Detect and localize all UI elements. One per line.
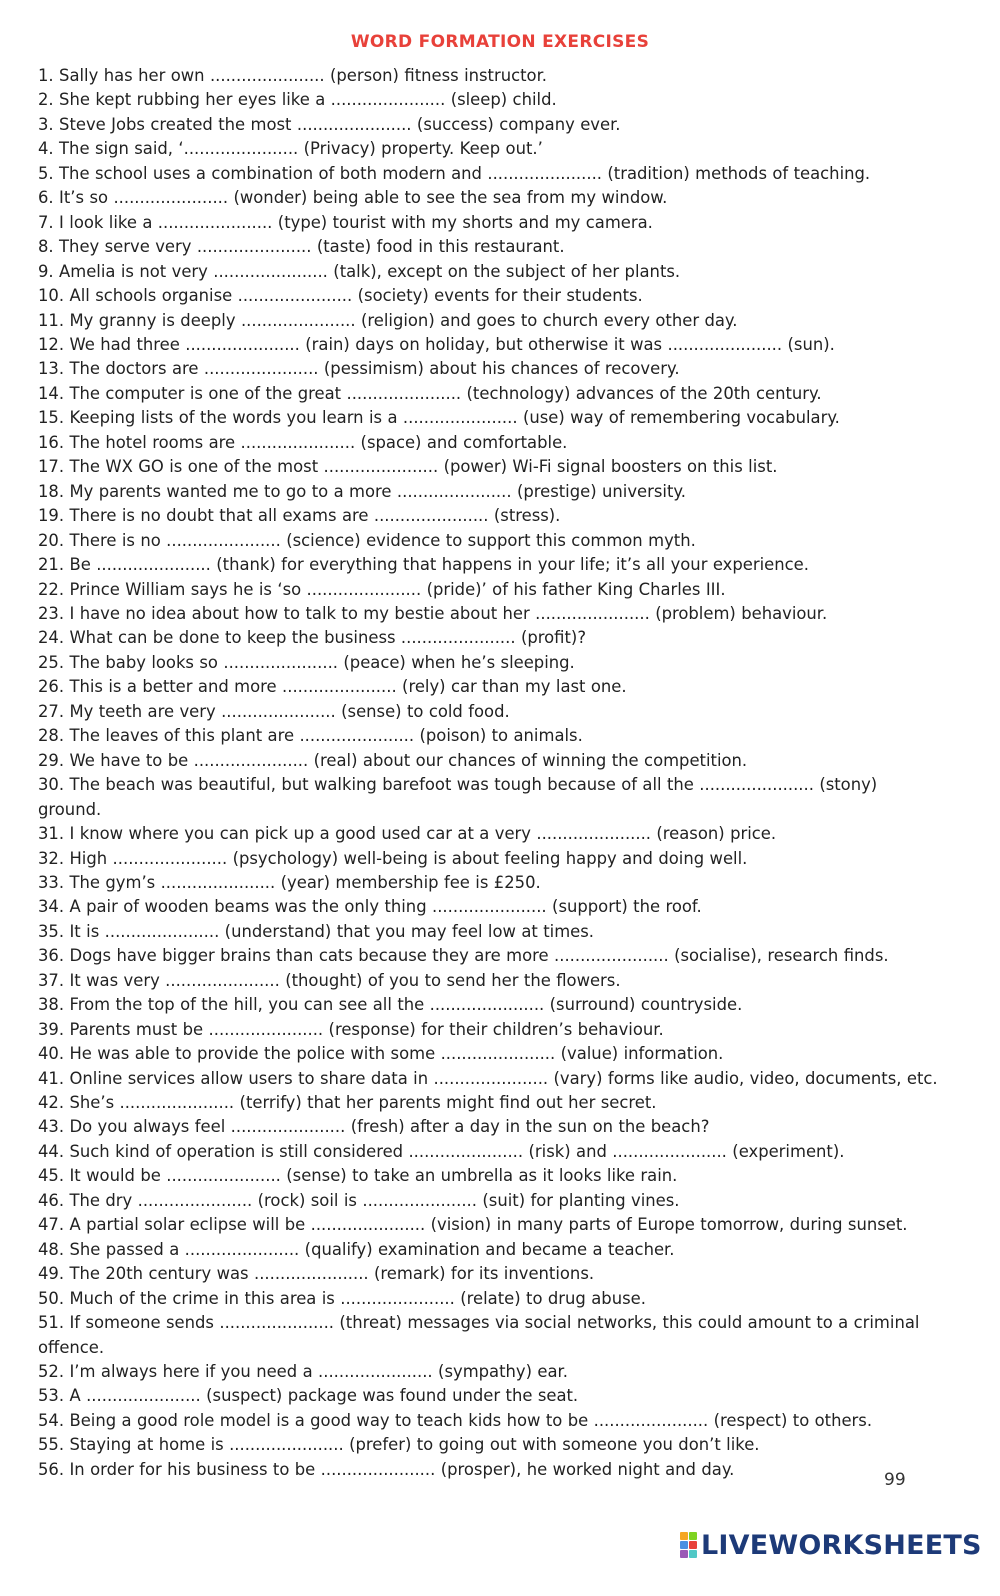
exercise-item: 19. There is no doubt that all exams are ...................... (stress). (38, 506, 561, 526)
exercise-item: 26. This is a better and more ...................... (rely) car than my last one. (38, 677, 627, 697)
exercise-item: 53. A ...................... (suspect) package was found under the seat. (38, 1386, 579, 1406)
exercise-item: 17. The WX GO is one of the most ...................... (power) Wi-Fi signal boosters on this list. (38, 457, 778, 477)
exercise-item: 43. Do you always feel ...................... (fresh) after a day in the sun on the beach? (38, 1117, 710, 1137)
exercise-item: 52. I’m always here if you need a ...................... (sympathy) ear. (38, 1362, 568, 1382)
exercise-item: 33. The gym’s ...................... (year) membership fee is £250. (38, 872, 541, 892)
exercise-item: 2. She kept rubbing her eyes like a ...................... (sleep) child. (38, 90, 557, 110)
exercise-item: 8. They serve very ...................... (taste) food in this restaurant. (38, 237, 565, 257)
exercise-item: 27. My teeth are very ...................... (sense) to cold food. (38, 701, 510, 721)
exercise-item: 30. The beach was beautiful, but walking barefoot was tough because of all the ...................... (stony) ground. (38, 775, 878, 819)
exercise-item: 20. There is no ...................... (science) evidence to support this common myth. (38, 530, 696, 550)
exercise-item: 37. It was very ...................... (thought) of you to send her the flowers. (38, 970, 621, 990)
exercise-item: 22. Prince William says he is ‘so ...................... (pride)’ of his father King Charles III. (38, 579, 726, 599)
exercise-item: 25. The baby looks so ...................... (peace) when he’s sleeping. (38, 652, 575, 672)
exercise-item: 10. All schools organise ...................... (society) events for their students. (38, 286, 643, 306)
exercise-item: 42. She’s ...................... (terrify) that her parents might find out her secret. (38, 1093, 657, 1113)
exercise-item: 28. The leaves of this plant are ...................... (poison) to animals. (38, 726, 583, 746)
exercise-item: 5. The school uses a combination of both modern and ...................... (tradition) methods of teaching. (38, 163, 871, 183)
exercise-item: 1. Sally has her own ...................... (person) fitness instructor. (38, 66, 548, 85)
exercise-list (38, 64, 938, 1482)
page-title: WORD FORMATION EXERCISES (350, 32, 650, 52)
exercise-item: 47. A partial solar eclipse will be ...................... (vision) in many parts of Europe tomorrow, during sunset. (38, 1215, 908, 1235)
exercise-item: 36. Dogs have bigger brains than cats because they are more ...................... (socialise), research finds. (38, 946, 889, 966)
exercise-item: 12. We had three ...................... (rain) days on holiday, but otherwise it was ...................... (sun). (38, 334, 835, 354)
exercise-item: 9. Amelia is not very ...................... (talk), except on the subject of her plants. (38, 261, 681, 281)
exercise-item: 24. What can be done to keep the business ...................... (profit)? (38, 628, 587, 648)
exercise-item: 45. It would be ...................... (sense) to take an umbrella as it looks like rain. (38, 1166, 678, 1186)
exercise-item: 44. Such kind of operation is still considered ...................... (risk) and ...................... (experiment). (38, 1141, 845, 1161)
exercise-item: 41. Online services allow users to share data in ...................... (vary) forms like audio, video, documents, etc. (38, 1068, 938, 1088)
exercise-item: 13. The doctors are ...................... (pessimism) about his chances of recovery. (38, 359, 680, 379)
exercise-item: 48. She passed a ...................... (qualify) examination and became a teacher. (38, 1239, 675, 1259)
exercise-item: 31. I know where you can pick up a good used car at a very ...................... (reason) price. (38, 824, 777, 844)
exercise-item: 11. My granny is deeply ...................... (religion) and goes to church every other day. (38, 310, 738, 330)
liveworksheets-logo-icon (680, 1532, 697, 1558)
brand-footer[interactable] (680, 1530, 982, 1560)
logo-square (680, 1550, 688, 1558)
page-number: 99 (884, 1470, 906, 1490)
logo-square (680, 1541, 688, 1549)
exercise-item: 34. A pair of wooden beams was the only thing ...................... (support) the roof. (38, 897, 702, 917)
exercise-item: 49. The 20th century was ...................... (remark) for its inventions. (38, 1264, 595, 1284)
exercise-item: 6. It’s so ...................... (wonder) being able to see the sea from my window. (38, 188, 668, 208)
exercise-item: 39. Parents must be ...................... (response) for their children’s behaviour. (38, 1019, 664, 1039)
exercise-item: 21. Be ...................... (thank) for everything that happens in your life; it’s all your experience. (38, 555, 809, 575)
exercise-item: 7. I look like a ...................... (type) tourist with my shorts and my camera. (38, 212, 653, 232)
exercise-item: 50. Much of the crime in this area is ...................... (relate) to drug abuse. (38, 1288, 646, 1308)
exercise-item: 3. Steve Jobs created the most ...................... (success) company ever. (38, 114, 621, 134)
exercise-item: 15. Keeping lists of the words you learn is a ...................... (use) way of remembering vocabulary. (38, 408, 840, 428)
exercise-item: 4. The sign said, ‘...................... (Privacy) property. Keep out.’ (38, 139, 543, 159)
brand-name: LIVEWORKSHEETS (701, 1529, 982, 1561)
exercise-item: 40. He was able to provide the police with some ...................... (value) information. (38, 1044, 724, 1064)
exercise-item: 35. It is ...................... (understand) that you may feel low at times. (38, 921, 594, 941)
exercise-item: 38. From the top of the hill, you can see all the ...................... (surround) countryside. (38, 995, 743, 1015)
exercise-item: 55. Staying at home is ...................... (prefer) to going out with someone you don’t like. (38, 1435, 760, 1455)
logo-square (680, 1532, 688, 1540)
logo-square (689, 1532, 697, 1540)
logo-square (689, 1541, 697, 1549)
exercise-item: 14. The computer is one of the great ...................... (technology) advances of the 20th century. (38, 383, 822, 403)
exercise-item: 54. Being a good role model is a good way to teach kids how to be ...................... (respect) to others. (38, 1410, 873, 1430)
exercise-item: 56. In order for his business to be ...................... (prosper), he worked night and day. (38, 1459, 735, 1479)
exercise-item: 29. We have to be ...................... (real) about our chances of winning the competition. (38, 750, 748, 770)
exercise-item: 32. High ...................... (psychology) well-being is about feeling happy and doing well. (38, 848, 748, 868)
exercise-item: 51. If someone sends ...................... (threat) messages via social networks, this could amount to a criminal offence. (38, 1313, 920, 1357)
exercise-item: 23. I have no idea about how to talk to my bestie about her ...................... (problem) behaviour. (38, 603, 828, 623)
exercise-item: 46. The dry ...................... (rock) soil is ...................... (suit) for planting vines. (38, 1190, 680, 1210)
exercise-item: 16. The hotel rooms are ...................... (space) and comfortable. (38, 432, 568, 452)
logo-square (689, 1550, 697, 1558)
exercise-item: 18. My parents wanted me to go to a more ...................... (prestige) university. (38, 481, 686, 501)
